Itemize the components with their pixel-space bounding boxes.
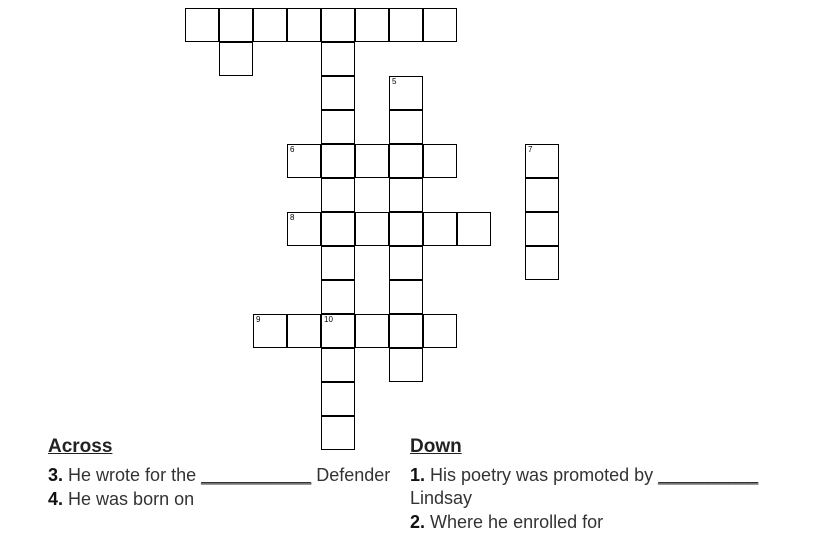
crossword-cell[interactable] — [321, 212, 355, 246]
clue-number: 2. — [410, 512, 426, 532]
crossword-cell[interactable] — [525, 144, 559, 178]
crossword-cell[interactable] — [287, 314, 321, 348]
crossword-cell[interactable] — [423, 8, 457, 42]
clue-number: 3. — [48, 465, 64, 485]
clue-number: 1. — [410, 465, 426, 485]
clue-text-after: Defender — [311, 465, 391, 485]
clue-blank: ___________ — [201, 465, 312, 485]
cell-number: 10 — [324, 315, 333, 324]
crossword-cell[interactable] — [287, 212, 321, 246]
crossword-cell[interactable] — [389, 76, 423, 110]
crossword-cell[interactable] — [321, 280, 355, 314]
crossword-cell[interactable] — [423, 144, 457, 178]
crossword-cell[interactable] — [389, 144, 423, 178]
clue-text: His poetry was promoted by — [430, 465, 659, 485]
down-clue-list — [410, 464, 770, 534]
clue-section — [0, 436, 816, 530]
cell-number: 7 — [528, 145, 533, 154]
crossword-cell[interactable] — [525, 246, 559, 280]
crossword-cell[interactable] — [389, 212, 423, 246]
crossword-cell[interactable] — [185, 8, 219, 42]
cell-number: 5 — [392, 77, 397, 86]
crossword-cell[interactable] — [423, 212, 457, 246]
crossword-cell[interactable] — [389, 178, 423, 212]
crossword-cell[interactable] — [219, 8, 253, 42]
crossword-cell[interactable] — [287, 144, 321, 178]
crossword-cell[interactable] — [321, 348, 355, 382]
crossword-cell[interactable] — [355, 144, 389, 178]
cell-number: 8 — [290, 213, 295, 222]
crossword-cell[interactable] — [321, 178, 355, 212]
crossword-cell[interactable] — [389, 8, 423, 42]
cell-number: 9 — [256, 315, 261, 324]
clue-item — [410, 511, 770, 534]
clue-item — [48, 488, 408, 511]
crossword-cell[interactable] — [389, 110, 423, 144]
crossword-cell[interactable] — [423, 314, 457, 348]
crossword-cell[interactable] — [253, 8, 287, 42]
clue-blank: __________ — [658, 465, 759, 485]
crossword-cell[interactable] — [525, 178, 559, 212]
clue-number: 4. — [48, 489, 64, 509]
crossword-cell[interactable] — [389, 348, 423, 382]
cell-number: 6 — [290, 145, 295, 154]
crossword-cell[interactable] — [321, 382, 355, 416]
crossword-cell[interactable] — [287, 8, 321, 42]
crossword-cell[interactable] — [321, 8, 355, 42]
crossword-cell[interactable] — [321, 110, 355, 144]
clue-text-after: Lindsay — [410, 488, 473, 508]
crossword-cell[interactable] — [321, 144, 355, 178]
crossword-cell[interactable] — [355, 8, 389, 42]
down-heading: Down — [410, 436, 462, 457]
crossword-cell[interactable] — [355, 314, 389, 348]
across-clues-column — [48, 436, 408, 512]
across-heading: Across — [48, 436, 113, 457]
clue-item — [410, 464, 770, 510]
across-clue-list — [48, 464, 408, 511]
clue-text: He wrote for the — [68, 465, 202, 485]
crossword-cell[interactable] — [321, 246, 355, 280]
crossword-cell[interactable] — [525, 212, 559, 246]
crossword-cell[interactable] — [355, 212, 389, 246]
crossword-cell[interactable] — [321, 42, 355, 76]
crossword-cell[interactable] — [219, 42, 253, 76]
crossword-cell[interactable] — [389, 280, 423, 314]
clue-text: Where he enrolled for — [430, 512, 604, 532]
crossword-cell[interactable] — [321, 314, 355, 348]
down-clues-column — [410, 436, 770, 535]
crossword-cell[interactable] — [457, 212, 491, 246]
crossword-cell[interactable] — [253, 314, 287, 348]
crossword-cell[interactable] — [321, 76, 355, 110]
clue-item — [48, 464, 408, 487]
crossword-cell[interactable] — [389, 314, 423, 348]
crossword-cell[interactable] — [389, 246, 423, 280]
clue-text: He was born on — [68, 489, 195, 509]
